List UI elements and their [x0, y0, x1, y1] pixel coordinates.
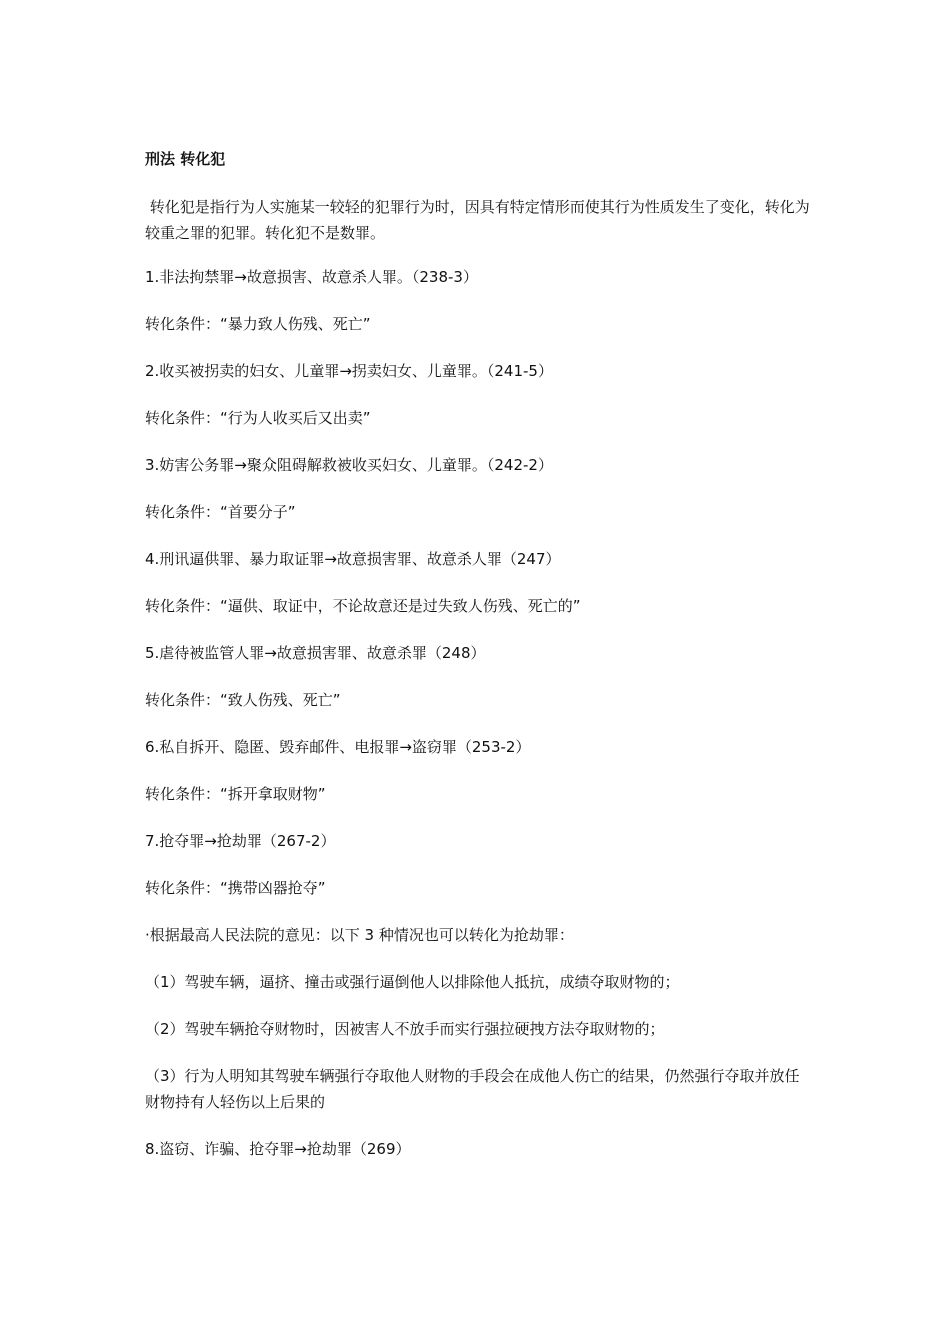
paragraph-definition: 转化犯是指行为人实施某一较轻的犯罪行为时，因具有特定情形而使其行为性质发生了变化，转化为较重之罪的犯罪。转化犯不是数罪。 [145, 198, 810, 242]
paragraph-opinion-case-3: （3）行为人明知其驾驶车辆强行夺取他人财物的手段会在成他人伤亡的结果，仍然强行夺取并放任财物持有人轻伤以上后果的 [145, 1067, 800, 1111]
paragraph-condition-5: 转化条件：“致人伤残、死亡” [145, 691, 341, 709]
paragraph-item-2: 2.收买被拐卖的妇女、儿童罪→拐卖妇女、儿童罪。（241-5） [145, 362, 553, 380]
paragraph-item-4: 4.刑讯逼供罪、暴力取证罪→故意损害罪、故意杀人罪（247） [145, 550, 561, 568]
paragraph-item-1: 1.非法拘禁罪→故意损害、故意杀人罪。（238-3） [145, 268, 478, 286]
paragraph-condition-1: 转化条件：“暴力致人伤残、死亡” [145, 315, 371, 333]
document-body [145, 148, 810, 1183]
paragraph-condition-4: 转化条件：“逼供、取证中，不论故意还是过失致人伤残、死亡的” [145, 597, 581, 615]
paragraph-condition-7: 转化条件：“携带凶器抢夺” [145, 879, 326, 897]
paragraph-condition-3: 转化条件：“首要分子” [145, 503, 296, 521]
document-title: 刑法 转化犯 [145, 150, 226, 168]
paragraph-opinion-case-1: （1）驾驶车辆，逼挤、撞击或强行逼倒他人以排除他人抵抗，成绩夺取财物的； [145, 973, 680, 991]
paragraph-item-8: 8.盗窃、诈骗、抢夺罪→抢劫罪（269） [145, 1140, 411, 1158]
paragraph-item-7: 7.抢夺罪→抢劫罪（267-2） [145, 832, 336, 850]
paragraph-condition-6: 转化条件：“拆开拿取财物” [145, 785, 326, 803]
paragraph-condition-2: 转化条件：“行为人收买后又出卖” [145, 409, 371, 427]
paragraph-item-3: 3.妨害公务罪→聚众阻碍解救被收买妇女、儿童罪。（242-2） [145, 456, 553, 474]
paragraph-item-5: 5.虐待被监管人罪→故意损害罪、故意杀罪（248） [145, 644, 486, 662]
paragraph-item-6: 6.私自拆开、隐匿、毁弃邮件、电报罪→盗窃罪（253-2） [145, 738, 531, 756]
paragraph-opinion-case-2: （2）驾驶车辆抢夺财物时，因被害人不放手而实行强拉硬拽方法夺取财物的； [145, 1020, 665, 1038]
paragraph-court-opinion: ·根据最高人民法院的意见：以下 3 种情况也可以转化为抢劫罪： [145, 926, 574, 944]
